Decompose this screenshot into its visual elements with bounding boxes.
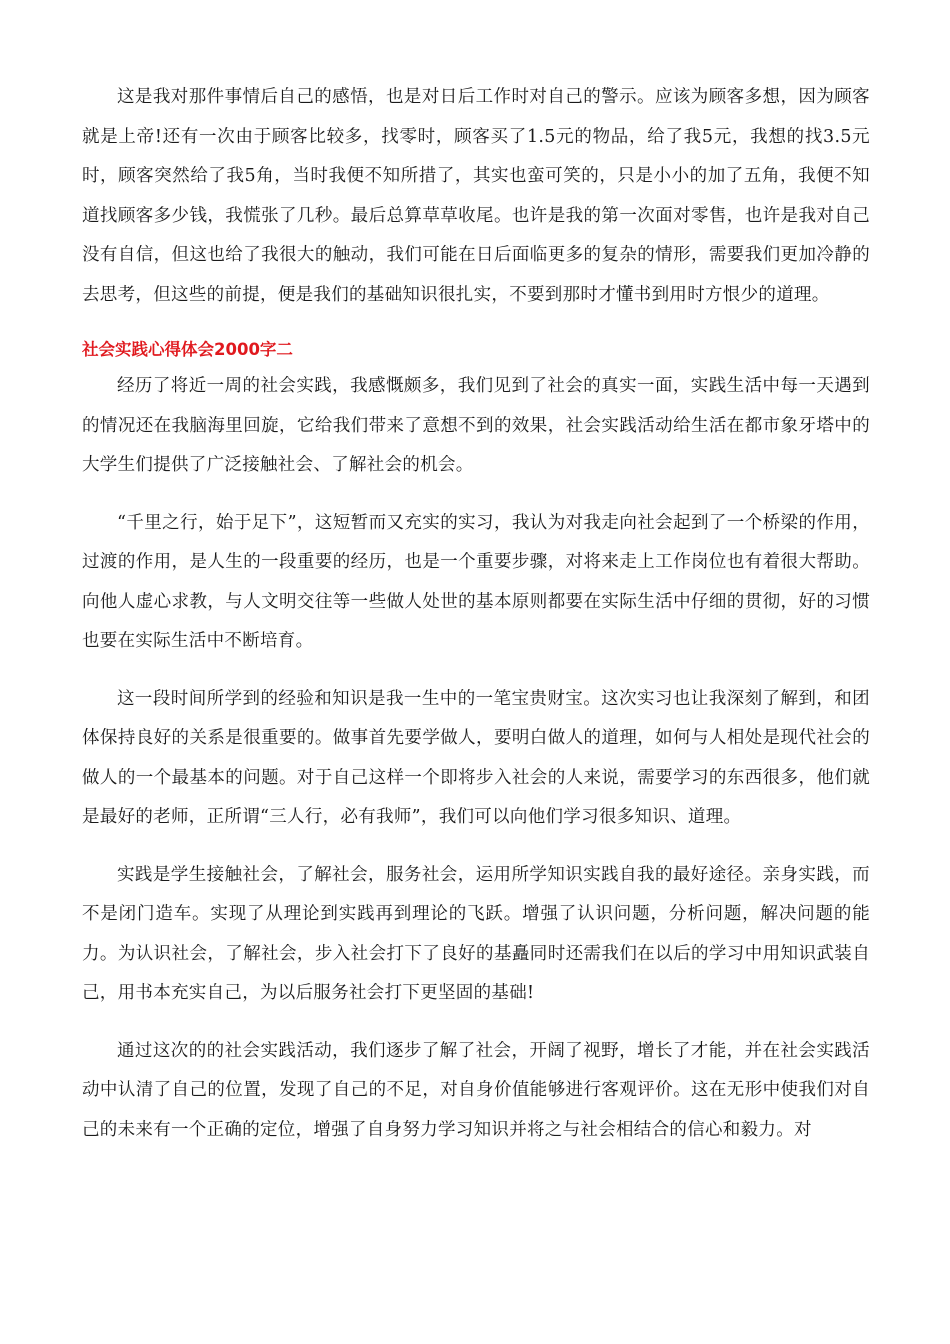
paragraph-intro: 这是我对那件事情后自己的感悟，也是对日后工作时对自己的警示。应该为顾客多想，因为顾客就是上帝!还有一次由于顾客比较多，找零时，顾客买了1.5元的物品，给了我5元，我想的找3.5元时，顾客突然给了我5角，当时我便不知所措了，其实也蛮可笑的，只是小小的加了五角，我便不知道找顾客多少钱，我慌张了几秒。最后总算草草收尾。也许是我的第一次面对零售，也许是我对自己没有自信，但这也给了我很大的触动，我们可能在日后面临更多的复杂的情形，需要我们更加冷静的去思考，但这些的前提，便是我们的基础知识很扎实，不要到那时才懂书到用时方恨少的道理。 — [82, 87, 870, 305]
paragraph-4: 实践是学生接触社会，了解社会，服务社会，运用所学知识实践自我的最好途径。亲身实践，而不是闭门造车。实现了从理论到实践再到理论的飞跃。增强了认识问题，分析问题，解决问题的能力。为认识社会，了解社会，步入社会打下了良好的基矗同时还需我们在以后的学习中用知识武装自己，用书本充实自己，为以后服务社会打下更坚固的基础! — [82, 864, 870, 1003]
spacer — [82, 315, 870, 333]
spacer — [82, 662, 870, 680]
paragraph-1: 经历了将近一周的社会实践，我感慨颇多，我们见到了社会的真实一面，实践生活中每一天遇到的情况还在我脑海里回旋，它给我们带来了意想不到的效果，社会实践活动给生活在都市象牙塔中的大学生们提供了广泛接触社会、了解社会的机会。 — [82, 376, 870, 475]
spacer — [82, 838, 870, 856]
document-page — [82, 78, 870, 1150]
spacer — [82, 1014, 870, 1032]
section-heading: 社会实践心得体会2000字二 — [82, 340, 293, 359]
paragraph-2: “千里之行，始于足下”，这短暂而又充实的实习，我认为对我走向社会起到了一个桥梁的作用，过渡的作用，是人生的一段重要的经历，也是一个重要步骤，对将来走上工作岗位也有着很大帮助。向他人虚心求教，与人文明交往等一些做人处世的基本原则都要在实际生活中仔细的贯彻，好的习惯也要在实际生活中不断培育。 — [82, 512, 870, 651]
paragraph-3: 这一段时间所学到的经验和知识是我一生中的一笔宝贵财宝。这次实习也让我深刻了解到，和团体保持良好的关系是很重要的。做事首先要学做人，要明白做人的道理，如何与人相处是现代社会的做人的一个最基本的问题。对于自己这样一个即将步入社会的人来说，需要学习的东西很多，他们就是最好的老师，正所谓“三人行，必有我师”，我们可以向他们学习很多知识、道理。 — [82, 688, 870, 827]
spacer — [82, 486, 870, 504]
paragraph-5: 通过这次的的社会实践活动，我们逐步了解了社会，开阔了视野，增长了才能，并在社会实践活动中认清了自己的位置，发现了自己的不足，对自身价值能够进行客观评价。这在无形中使我们对自己的未来有一个正确的定位，增强了自身努力学习知识并将之与社会相结合的信心和毅力。对 — [82, 1040, 870, 1140]
